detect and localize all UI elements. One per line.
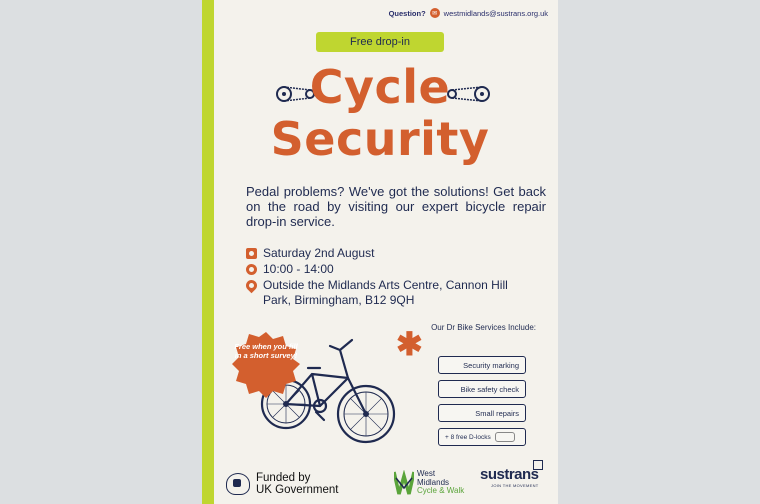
gov-line2: UK Government xyxy=(256,484,339,496)
title-cycle: Cycle xyxy=(309,60,451,114)
west-midlands-mark-icon xyxy=(394,470,414,496)
gov-line1: Funded by xyxy=(256,472,311,484)
date-row xyxy=(246,246,374,261)
wm-line3: Cycle & Walk xyxy=(417,486,465,496)
service-free-d-locks xyxy=(438,428,526,446)
title-security: Security xyxy=(270,112,490,166)
wm-line2: Midlands xyxy=(417,477,450,487)
free-drop-in-pill: Free drop-in xyxy=(316,32,444,52)
calendar-icon xyxy=(246,248,257,259)
sustrans-tagline: JOIN THE MOVEMENT xyxy=(491,483,539,488)
flyer xyxy=(202,0,558,504)
d-lock-icon xyxy=(495,432,515,442)
sustrans-logo xyxy=(480,466,539,488)
intro-text: Pedal problems? We've got the solutions! Get back on the road by visiting our expert bicycle repair drop-in service. xyxy=(246,184,546,229)
mail-icon: ✉ xyxy=(430,8,440,18)
uk-government-logo xyxy=(226,472,338,496)
service-security-marking: Security marking xyxy=(438,356,526,374)
services-heading: Our Dr Bike Services Include: xyxy=(431,323,536,332)
event-time: 10:00 - 14:00 xyxy=(263,262,334,276)
contact-line xyxy=(389,8,548,18)
wm-line1: West xyxy=(417,469,436,479)
survey-badge-icon xyxy=(232,330,300,398)
contact-email[interactable]: westmidlands@sustrans.org.uk xyxy=(443,8,548,18)
survey-badge-text: Free when you fill in a short survey! xyxy=(234,342,298,360)
location-row xyxy=(246,278,526,308)
sustrans-name: sustrans xyxy=(480,466,539,483)
service-bike-safety-check: Bike safety check xyxy=(438,380,526,398)
royal-crest-icon xyxy=(226,473,250,495)
time-row xyxy=(246,262,334,277)
sustrans-arrow-icon xyxy=(533,460,543,470)
event-location: Outside the Midlands Arts Centre, Cannon Hill Park, Birmingham, B12 9QH xyxy=(263,278,508,307)
asterisk-icon: ✱ xyxy=(396,326,423,362)
west-midlands-logo xyxy=(394,470,464,496)
location-pin-icon xyxy=(244,278,260,294)
service-small-repairs: Small repairs xyxy=(438,404,526,422)
service-free-d-locks-label: + 8 free D-locks xyxy=(445,434,491,441)
event-date: Saturday 2nd August xyxy=(263,246,375,260)
clock-icon xyxy=(246,264,257,275)
question-label: Question? xyxy=(388,8,426,18)
